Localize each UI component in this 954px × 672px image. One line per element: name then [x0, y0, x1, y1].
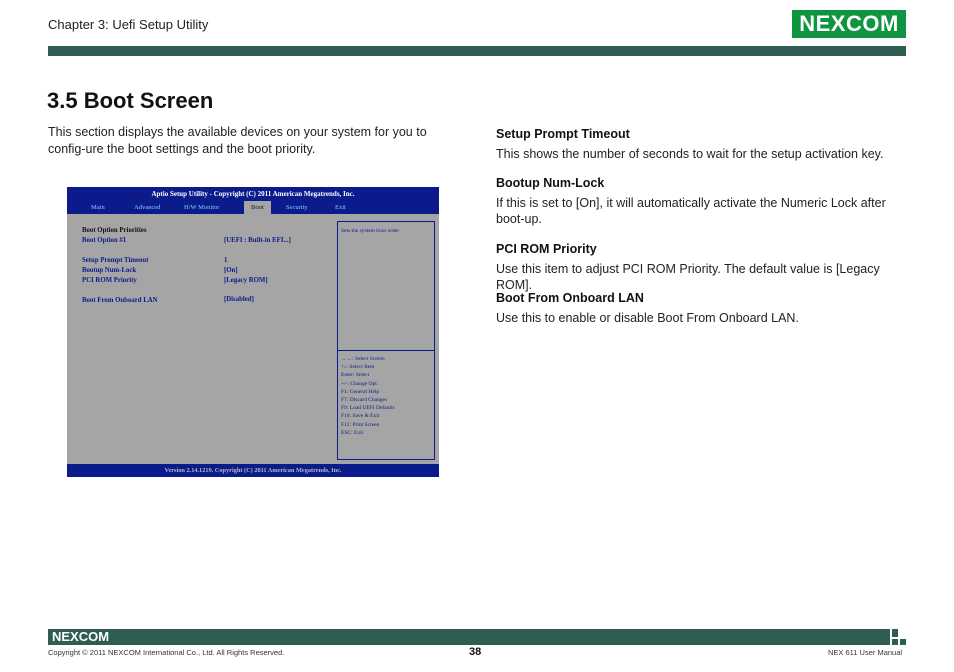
- bios-option-value[interactable]: [Disabled]: [224, 296, 254, 303]
- key-hint: ESC: Exit: [341, 429, 364, 436]
- section-boot-from-onboard-lan: [496, 290, 916, 326]
- key-hint: +/-: Change Opt.: [341, 380, 379, 387]
- bios-tab-main[interactable]: Main: [91, 204, 105, 211]
- section-body: This shows the number of seconds to wait for the setup activation key.: [496, 147, 884, 161]
- key-hint: F9: Load UEFI Defaults: [341, 405, 395, 412]
- bios-tab-hw-monitor[interactable]: H/W Monitor: [184, 204, 220, 211]
- key-hint: Enter: Select: [341, 372, 370, 379]
- bios-option-header: Boot Option Priorities: [82, 227, 147, 234]
- footer-corner-mark: [892, 629, 898, 637]
- bios-footer-bar: Version 2.14.1219. Copyright (C) 2011 American Megatrends, Inc.: [67, 464, 439, 477]
- section-heading: Bootup Num-Lock: [496, 176, 605, 190]
- bios-option-value[interactable]: [On]: [224, 267, 238, 274]
- key-hint: ↑↓: Select Item: [341, 364, 375, 371]
- bios-tab-advanced[interactable]: Advanced: [134, 204, 161, 211]
- key-hint: F10: Save & Exit: [341, 413, 380, 420]
- key-hint: F1: General Help: [341, 388, 380, 395]
- footer-corner-mark: [900, 639, 906, 645]
- page-number: 38: [469, 646, 482, 658]
- bios-help-panel: [337, 221, 435, 460]
- bios-help-divider: [338, 350, 434, 351]
- bios-option-value[interactable]: 1: [224, 257, 228, 264]
- bios-option-label[interactable]: Setup Prompt Timeout: [82, 257, 149, 264]
- bios-option-label[interactable]: PCI ROM Priority: [82, 277, 137, 284]
- bios-tab-boot[interactable]: Boot: [244, 201, 271, 214]
- section-setup-prompt-timeout: [496, 126, 916, 162]
- bios-option-label[interactable]: Boot From Onboard LAN: [82, 297, 158, 304]
- section-pci-rom-priority: [496, 241, 916, 293]
- bios-option-value[interactable]: [Legacy ROM]: [224, 277, 268, 284]
- section-heading: PCI ROM Priority: [496, 242, 597, 256]
- footer-bar: [48, 629, 890, 645]
- bios-help-text: Sets the system boot order: [341, 228, 400, 234]
- bios-top-bar: Aptio Setup Utility - Copyright (C) 2011 American Megatrends, Inc.: [67, 187, 439, 201]
- section-body: Use this item to adjust PCI ROM Priority. The default value is [Legacy ROM].: [496, 262, 880, 292]
- section-heading: Boot From Onboard LAN: [496, 291, 644, 305]
- section-body: If this is set to [On], it will automatically activate the Numeric Lock after boot-up.: [496, 196, 886, 226]
- bios-key-legend: [341, 355, 395, 437]
- footer-logo: NEXCOM: [52, 629, 110, 644]
- bios-option-label[interactable]: Bootup Num-Lock: [82, 267, 137, 274]
- bios-options-panel: [75, 220, 335, 460]
- section-heading: Setup Prompt Timeout: [496, 127, 630, 141]
- bios-screenshot: [67, 187, 439, 477]
- footer-corner-mark: [892, 639, 898, 645]
- bios-option-value[interactable]: [UEFI : Built-in EFI...]: [224, 237, 291, 244]
- key-hint: →←: Select Screen: [341, 356, 385, 362]
- copyright-text: Copyright © 2011 NEXCOM International Co., Ltd. All Rights Reserved.: [48, 648, 285, 657]
- key-hint: F12: Print Screen: [341, 421, 380, 428]
- manual-title: NEX 611 User Manual: [828, 648, 903, 657]
- bios-tab-exit[interactable]: Exit: [335, 204, 346, 211]
- bios-tab-security[interactable]: Security: [286, 204, 308, 211]
- intro-paragraph: This section displays the available devices on your system for you to config-ure the boot settings and the boot priority.: [48, 125, 427, 156]
- bios-option-label[interactable]: Boot Option #1: [82, 237, 127, 244]
- nexcom-logo: [792, 10, 906, 38]
- section-bootup-num-lock: [496, 175, 916, 227]
- page-title: 3.5 Boot Screen: [47, 88, 214, 113]
- section-body: Use this to enable or disable Boot From Onboard LAN.: [496, 311, 799, 325]
- chapter-title: Chapter 3: Uefi Setup Utility: [48, 17, 209, 32]
- header-rule: [48, 46, 906, 56]
- logo-text: NEXCOM: [799, 11, 899, 36]
- bios-tab-bar: [67, 201, 439, 214]
- key-hint: F7: Discard Changes: [341, 397, 388, 404]
